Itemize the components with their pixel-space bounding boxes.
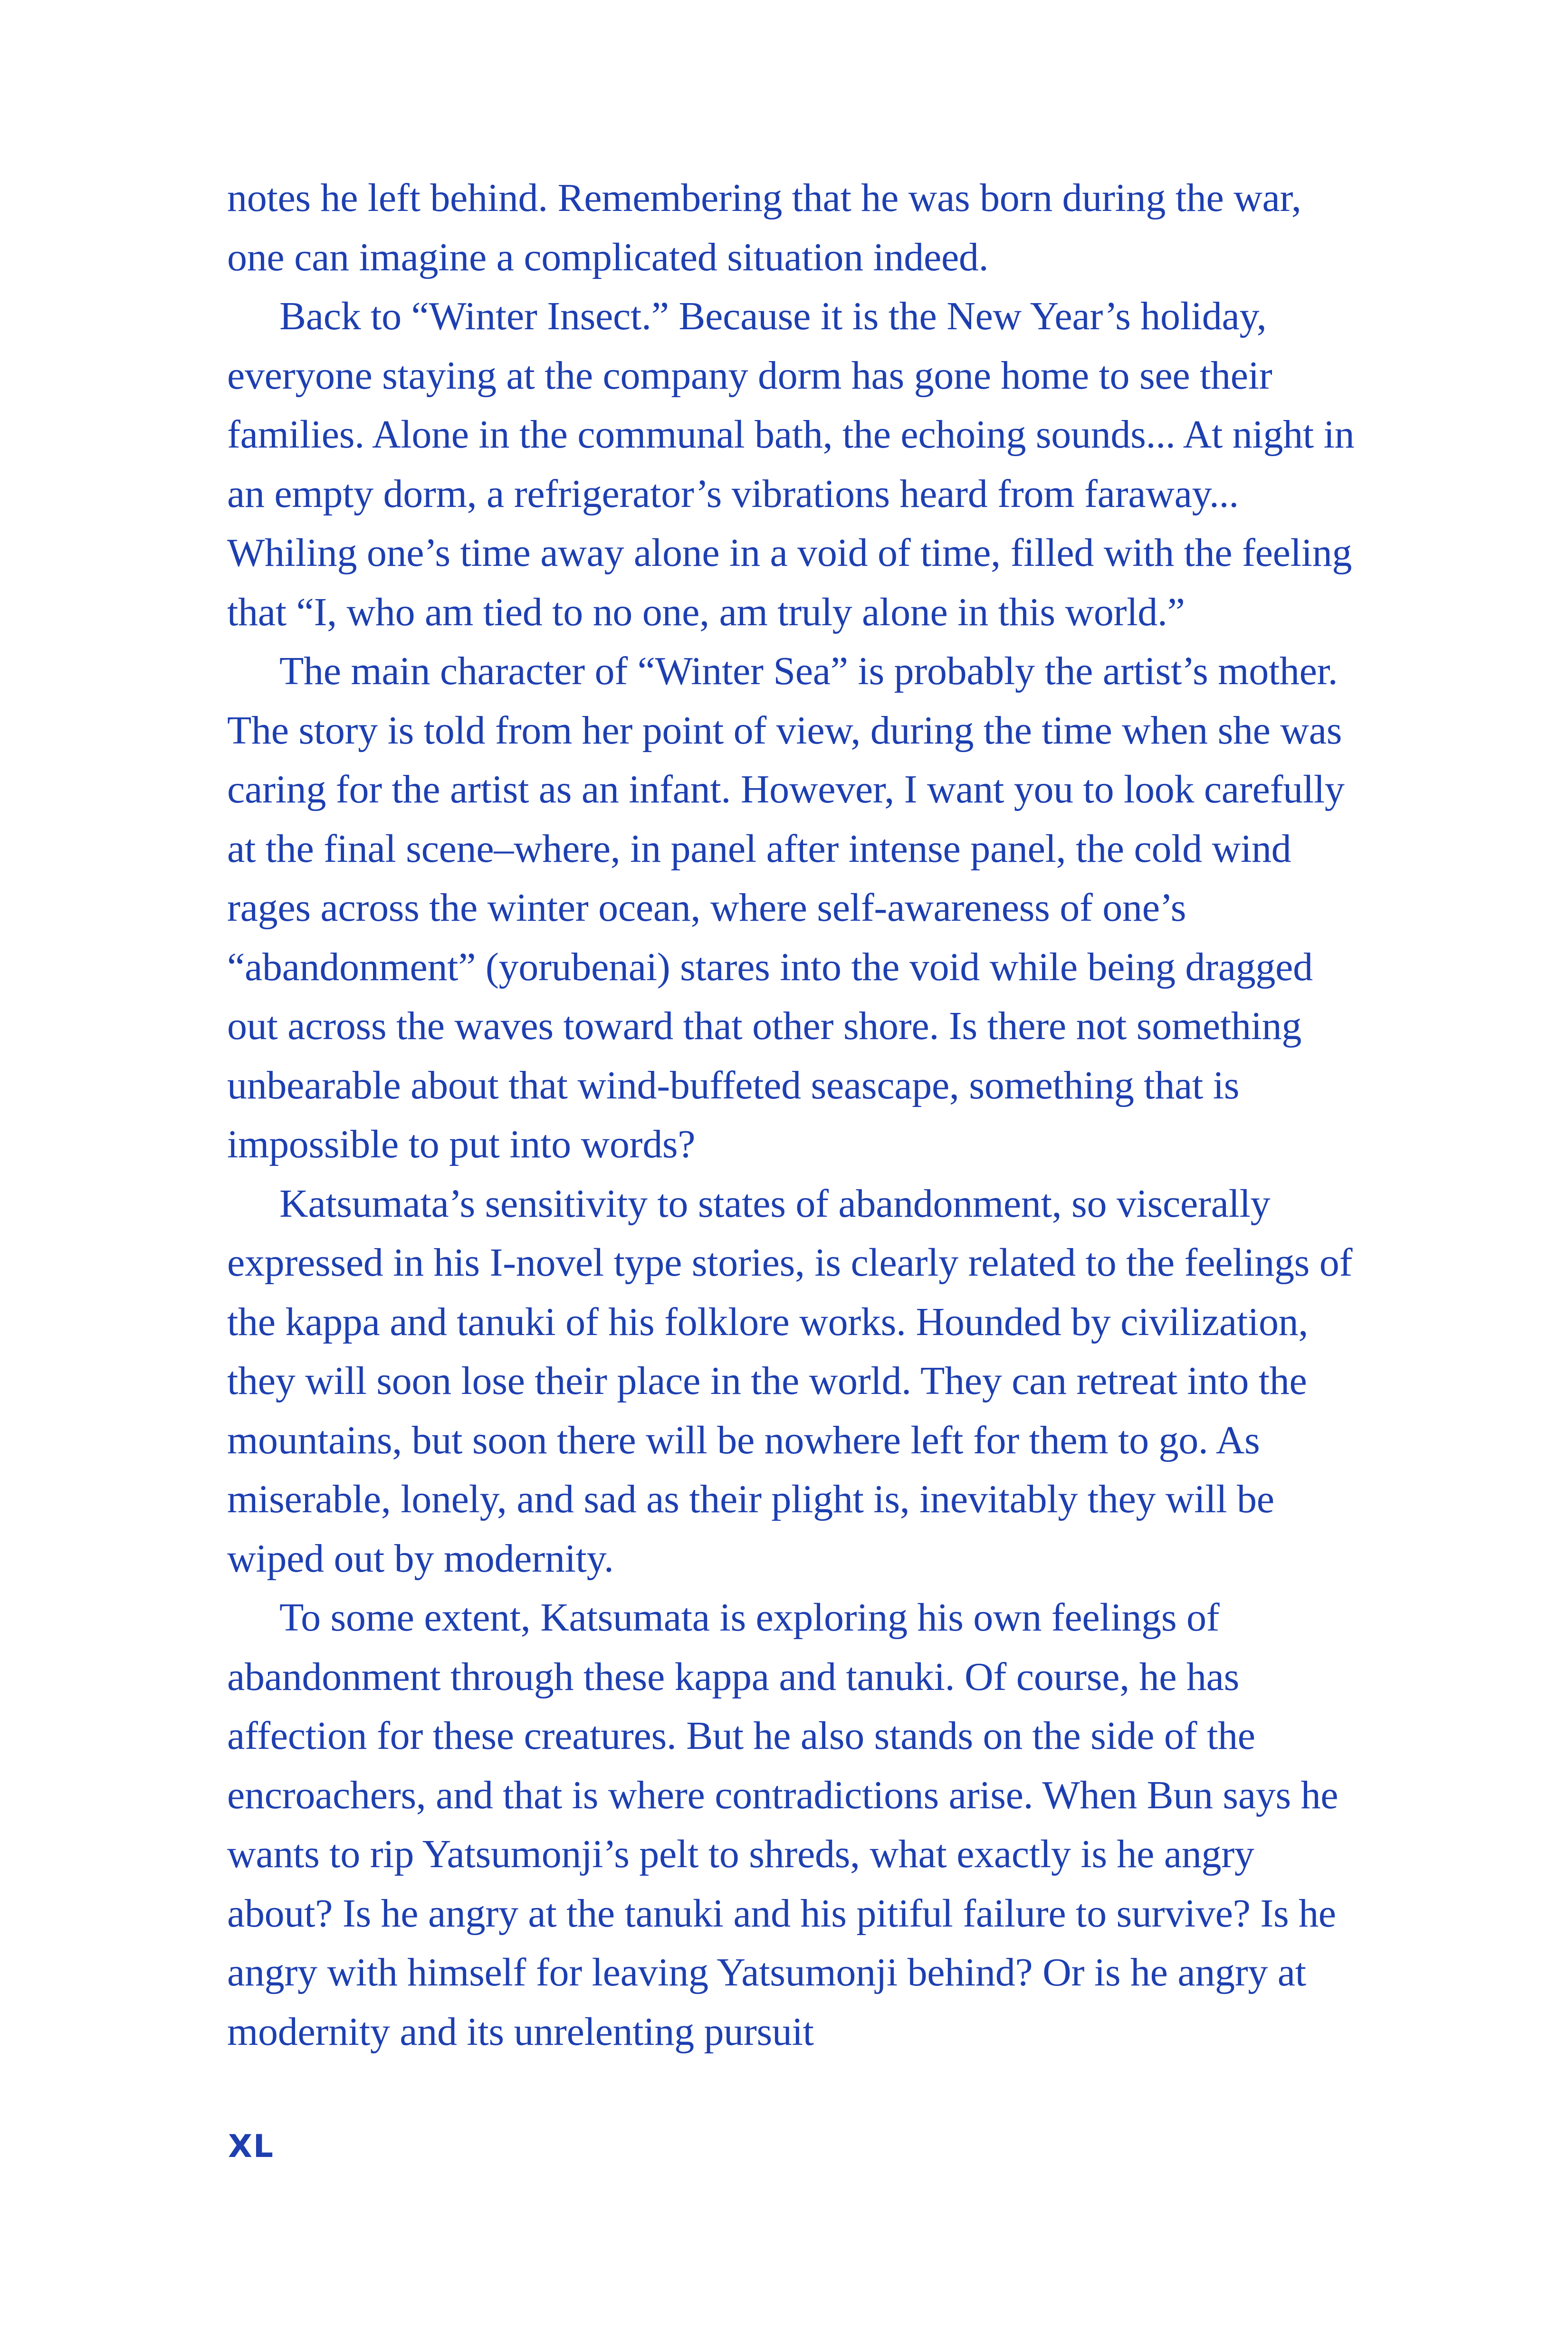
page-number: XL: [228, 2128, 274, 2165]
paragraph-abandonment: To some extent, Katsumata is exploring his own feelings of abandonment through these kappa and tanuki. Of course, he has affection for these creatures. But he also stands on the side of the encroachers, and that is where contradictions arise. When Bun says he wants to rip Yatsumonji’s pelt to shreds, what exactly is he angry about? Is he angry at the tanuki and his pitiful failure to survive? Is he angry with himself for leaving Yatsumonji behind? Or is he angry at modernity and its unrelenting pursuit: [227, 1595, 1339, 2054]
paragraph-continuation: notes he left behind. Remembering that he was born during the war, one can imagine a complicated situation indeed.: [227, 176, 1301, 279]
body-text: [227, 169, 1358, 2061]
paragraph-winter-insect: Back to “Winter Insect.” Because it is the New Year’s holiday, everyone staying at the company dorm has gone home to see their families. Alone in the communal bath, the echoing sounds... At night in an empty dorm, a refrigerator’s vibrations heard from faraway... Whiling one’s time away alone in a void of time, filled with the feeling that “I, who am tied to no one, am truly alone in this world.”: [227, 294, 1355, 634]
paragraph-sensitivity: Katsumata’s sensitivity to states of abandonment, so viscerally expressed in his I-novel type stories, is clearly related to the feelings of the kappa and tanuki of his folklore works. Hounded by civilization, they will soon lose their place in the world. They can retreat into the mountains, but soon there will be nowhere left for them to go. As miserable, lonely, and sad as their plight is, inevitably they will be wiped out by modernity.: [227, 1181, 1353, 1581]
paragraph-winter-sea: The main character of “Winter Sea” is probably the artist’s mother. The story is told from her point of view, during the time when she was caring for the artist as an infant. However, I want you to look carefully at the final scene–where, in panel after intense panel, the cold wind rages across the winter ocean, where self-awareness of one’s “abandonment” (yorubenai) stares into the void while being dragged out across the waves toward that other shore. Is there not something unbearable about that wind-buffeted seascape, something that is impossible to put into words?: [227, 649, 1345, 1166]
